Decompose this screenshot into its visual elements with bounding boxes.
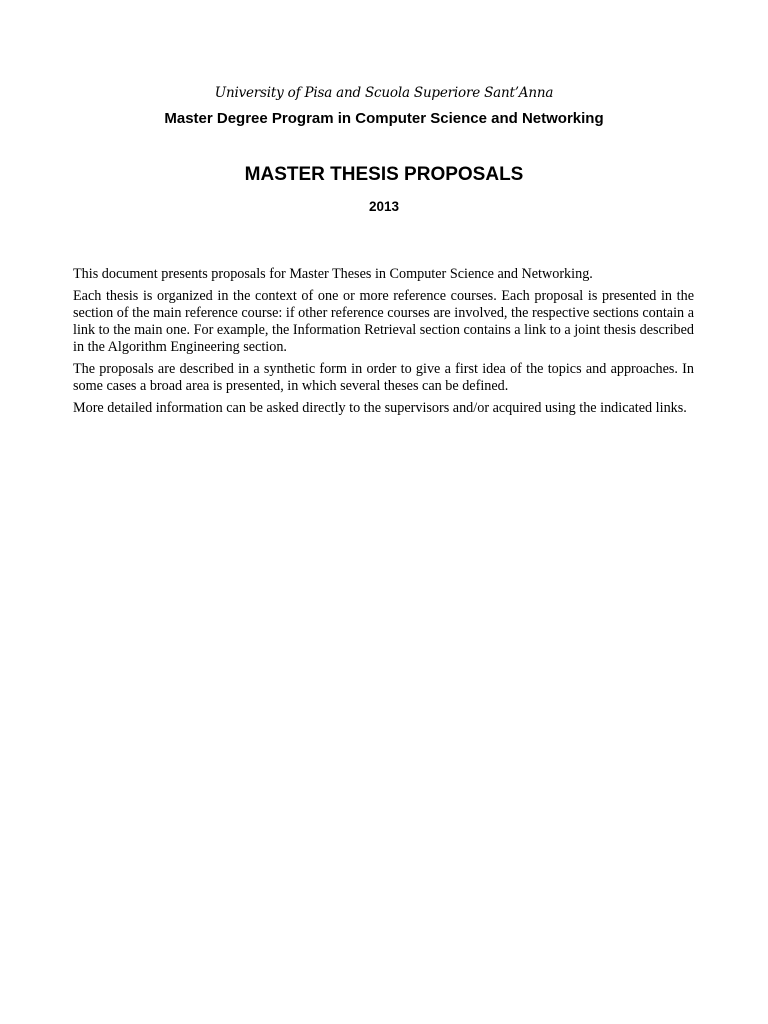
- body-paragraph: Each thesis is organized in the context of one or more reference courses. Each proposal is presented in the section of the main reference course: if other reference courses are involved, the respective sections contain a link to the main one. For example, the Information Retrieval section contains a link to a joint thesis described in the Algorithm Engineering section.: [73, 288, 694, 355]
- document-year: 2013: [368, 199, 400, 214]
- program-name: Master Degree Program in Computer Science and Networking: [164, 110, 604, 127]
- body-paragraph: More detailed information can be asked directly to the supervisors and/or acquired using the indicated links.: [73, 400, 687, 416]
- university-name: University of Pisa and Scuola Superiore Sant’Anna: [214, 85, 554, 101]
- body-paragraph: The proposals are described in a synthetic form in order to give a first idea of the topics and approaches. In some cases a broad area is presented, in which several theses can be defined.: [73, 361, 694, 394]
- body-paragraph: This document presents proposals for Master Theses in Computer Science and Networking.: [73, 266, 593, 282]
- document-body: [73, 266, 694, 422]
- document-title: MASTER THESIS PROPOSALS: [244, 164, 524, 185]
